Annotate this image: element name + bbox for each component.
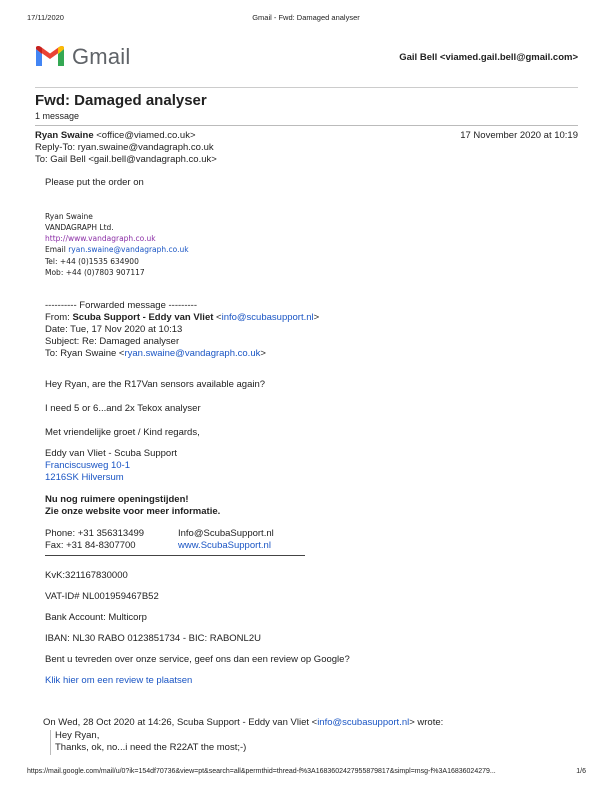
- quoted-intro-text: On Wed, 28 Oct 2020 at 14:26, Scuba Support - Eddy van Vliet <: [43, 717, 318, 728]
- website-link[interactable]: www.ScubaSupport.nl: [178, 540, 271, 551]
- recipient: To: Gail Bell <gail.bell@vandagraph.co.uk>: [35, 154, 217, 165]
- bank-account: Bank Account: Multicorp: [45, 612, 147, 623]
- thread-subject: Fwd: Damaged analyser: [35, 92, 207, 109]
- review-link[interactable]: Klik hier om een review te plaatsen: [45, 675, 193, 686]
- phone-line: Phone: +31 356313499: [45, 528, 145, 539]
- forward-sender: Eddy van Vliet - Scuba Support: [45, 448, 178, 459]
- forward-from: [45, 312, 319, 324]
- forward-to: [45, 348, 266, 360]
- gmail-wordmark: Gmail: [72, 44, 131, 69]
- signature-website-link[interactable]: http://www.vandagraph.co.uk: [45, 234, 156, 243]
- iban: IBAN: NL30 RABO 0123851734 - BIC: RABONL2U: [45, 633, 261, 644]
- address-line2-link[interactable]: 1216SK Hilversum: [45, 472, 124, 483]
- kvk-number: KvK:321167830000: [45, 570, 128, 581]
- review-question: Bent u tevreden over onze service, geef ons dan een review op Google?: [45, 654, 350, 665]
- forward-subject: Subject: Re: Damaged analyser: [45, 336, 180, 347]
- address-line1-link[interactable]: Franciscusweg 10-1: [45, 460, 131, 471]
- forward-from-email-link[interactable]: info@scubasupport.nl: [221, 312, 314, 323]
- quoted-intro-email-link[interactable]: info@scubasupport.nl: [317, 717, 410, 728]
- forward-separator: ---------- Forwarded message ---------: [45, 300, 197, 311]
- contact-email: Info@ScubaSupport.nl: [178, 528, 274, 539]
- signature-email-label: Email: [45, 245, 66, 254]
- subject-divider: [35, 125, 578, 126]
- signature-company: VANDAGRAPH Ltd.: [45, 223, 114, 232]
- sender-email: <office@viamed.co.uk>: [96, 130, 196, 141]
- vat-id: VAT-ID# NL001959467B52: [45, 591, 159, 602]
- message-count: 1 message: [35, 111, 80, 121]
- signature-email-link[interactable]: ryan.swaine@vandagraph.co.uk: [68, 245, 189, 254]
- signature-tel: Tel: +44 (0)1535 634900: [45, 257, 139, 266]
- print-title: Gmail - Fwd: Damaged analyser: [252, 13, 360, 22]
- forward-to-bracket: >: [260, 348, 266, 359]
- sender-name: Ryan Swaine: [35, 130, 94, 141]
- website-notice: Zie onze website voor meer informatie.: [45, 506, 221, 517]
- quote-bar: [50, 730, 51, 755]
- forward-to-email-link[interactable]: ryan.swaine@vandagraph.co.uk: [124, 348, 261, 359]
- account-name: Gail Bell <viamed.gail.bell@gmail.com>: [399, 52, 578, 63]
- fax-line: Fax: +31 84-8307700: [45, 540, 136, 551]
- message-from: [35, 130, 196, 142]
- quoted-intro-suffix: > wrote:: [409, 717, 444, 728]
- quoted-line-1: Hey Ryan,: [55, 730, 100, 741]
- opening-hours-notice: Nu nog ruimere openingstijden!: [45, 494, 189, 505]
- forward-from-name: Scuba Support - Eddy van Vliet: [72, 312, 214, 323]
- header-divider: [35, 87, 578, 88]
- forward-regards: Met vriendelijke groet / Kind regards,: [45, 427, 200, 438]
- forward-from-bracket-close: >: [313, 312, 320, 323]
- signature-email: [45, 244, 189, 256]
- message-body-line: Please put the order on: [45, 177, 144, 188]
- print-date: 17/11/2020: [27, 13, 64, 22]
- quoted-line-2: Thanks, ok, no...i need the R22AT the most;-): [55, 742, 247, 753]
- forward-to-label: To: Ryan Swaine <: [45, 348, 125, 359]
- forward-from-label: From:: [45, 312, 70, 323]
- signature-divider: [45, 555, 305, 556]
- reply-to: Reply-To: ryan.swaine@vandagraph.co.uk: [35, 142, 214, 153]
- gmail-logo-icon: [35, 44, 65, 68]
- message-date: 17 November 2020 at 10:19: [460, 130, 578, 141]
- forward-greeting: Hey Ryan, are the R17Van sensors available again?: [45, 379, 266, 390]
- print-url: https://mail.google.com/mail/u/0?ik=154df70736&view=pt&search=all&permthid=thread-f%3A1683602427955879817&simpl=msg-f%3A16836024279...: [27, 768, 496, 775]
- quoted-intro: [43, 717, 443, 729]
- forward-from-bracket: <: [216, 312, 222, 323]
- forward-request: I need 5 or 6...and 2x Tekox analyser: [45, 403, 201, 414]
- forward-date: Date: Tue, 17 Nov 2020 at 10:13: [45, 324, 183, 335]
- signature-mob: Mob: +44 (0)7803 907117: [45, 268, 145, 277]
- signature-name: Ryan Swaine: [45, 212, 93, 221]
- print-page-number: 1/6: [576, 768, 586, 775]
